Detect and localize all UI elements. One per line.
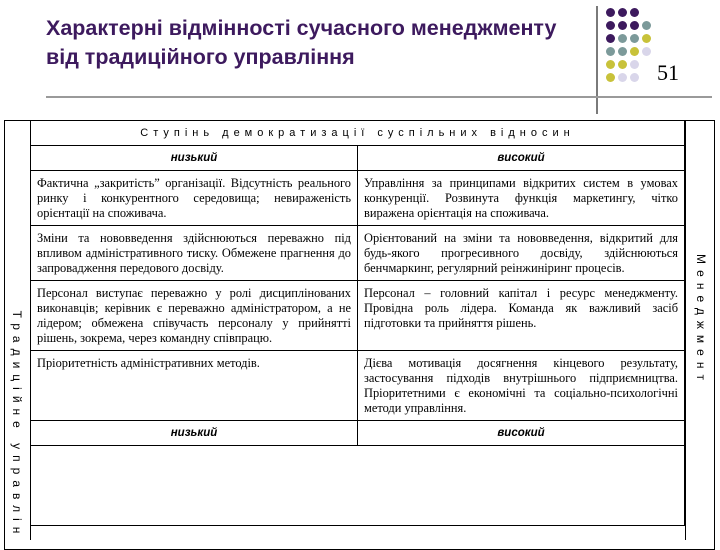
slide-number: 51 [657, 60, 679, 85]
level-high-label: високий [358, 146, 685, 171]
decorative-dot [642, 21, 651, 30]
decorative-dot [618, 8, 627, 17]
side-label-traditional [4, 120, 31, 540]
decorative-dot [606, 47, 615, 56]
side-label-management [685, 120, 716, 540]
table-row [31, 351, 685, 421]
decorative-dot [630, 60, 639, 69]
decorative-dot [606, 73, 615, 82]
modern-cell: Управління за принципами відкритих систем в умовах конкуренції. Розвинута функція маркетингу, чітко виражена орієнтація на споживача. [358, 171, 685, 226]
decorative-dot [606, 60, 615, 69]
decorative-dot [630, 47, 639, 56]
level-low-label: низький [31, 146, 358, 171]
level-row-top [31, 146, 685, 171]
decorative-dot [642, 34, 651, 43]
table-row [31, 226, 685, 281]
level-low-label: низький [31, 421, 358, 446]
traditional-cell: Зміни та нововведення здійснюються переважно під впливом адміністративного тиску. Обмежене прагнення до запровадження передового досвіду. [31, 226, 358, 281]
table-header-row [31, 121, 685, 146]
table-row-empty [31, 446, 685, 526]
side-label-management-text: Менеджмент [694, 254, 708, 386]
decorative-dot [630, 73, 639, 82]
decorative-dot [630, 8, 639, 17]
traditional-cell: Персонал виступає переважно у ролі дисциплінованих виконавців; керівник є переважно адміністратором, а не лідером; обмежена співучасть персоналу у прийнятті рішень, зокрема, через командну співпрацю. [31, 281, 358, 351]
title-divider-vertical [596, 6, 598, 114]
table-row [31, 171, 685, 226]
modern-cell: Персонал – головний капітал і ресурс менеджменту. Провідна роль лідера. Команда як важливий засіб підготовки та прийняття рішень. [358, 281, 685, 351]
slide-title: Характерні відмінності сучасного менеджменту від традиційного управління [46, 16, 557, 69]
traditional-cell: Пріоритетність адміністративних методів. [31, 351, 358, 421]
decorative-dot [630, 21, 639, 30]
decorative-dot [606, 34, 615, 43]
traditional-cell: Фактична „закритість” організації. Відсутність реального ринку і конкурентного середовища; невираженість орієнтації на споживача. [31, 171, 358, 226]
level-high-label: високий [358, 421, 685, 446]
comparison-table [30, 120, 685, 526]
table-row [31, 281, 685, 351]
side-label-traditional-text: Традиційне управлін [10, 310, 24, 540]
decorative-dot [618, 73, 627, 82]
decorative-dot [630, 34, 639, 43]
decorative-dot [642, 47, 651, 56]
level-row-bottom [31, 421, 685, 446]
table-header: Ступінь демократизації суспільних відносин [31, 121, 685, 146]
empty-cell [31, 446, 685, 526]
decorative-dot [618, 60, 627, 69]
modern-cell: Орієнтований на зміни та нововведення, відкритий для будь-якого прогресивного досвіду, здійснюються бенчмаркинг, регулярний реінжиніринг процесів. [358, 226, 685, 281]
modern-cell: Дієва мотивація досягнення кінцевого результату, застосування підходів внутрішнього підприємництва. Пріоритетними є економічні та соціально-психологічні методи управління. [358, 351, 685, 421]
decorative-dot [618, 47, 627, 56]
decorative-dot [606, 8, 615, 17]
decorative-dot [618, 21, 627, 30]
decorative-dot [606, 21, 615, 30]
title-divider-horizontal [46, 96, 712, 98]
decorative-dot [618, 34, 627, 43]
